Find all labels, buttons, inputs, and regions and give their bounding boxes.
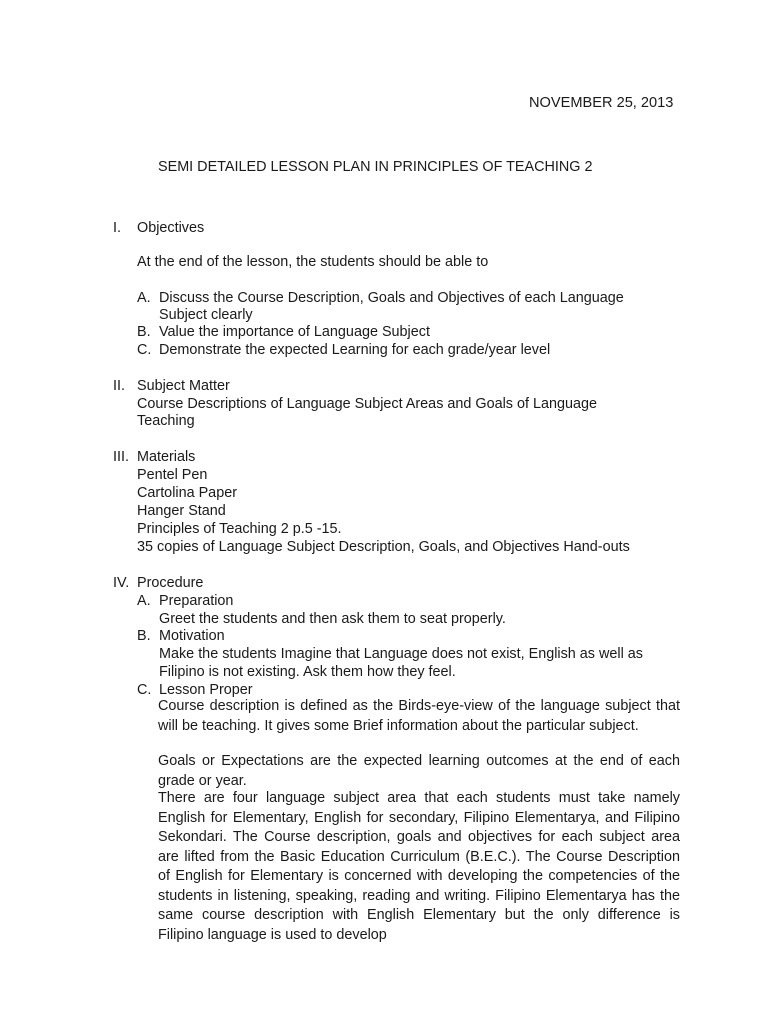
objective-a-line-2: Subject clearly <box>159 307 253 323</box>
document-date: NOVEMBER 25, 2013 <box>529 95 674 111</box>
objective-a-line-1: Discuss the Course Description, Goals and Objectives of each Language <box>159 290 624 306</box>
objectives-intro: At the end of the lesson, the students should be able to <box>137 254 489 270</box>
section-heading-materials: Materials <box>137 449 196 465</box>
preparation-heading: Preparation <box>159 593 234 609</box>
objective-letter-c: C. <box>137 342 152 358</box>
section-number-subject-matter: II. <box>113 378 125 394</box>
motivation-line-2: Filipino is not existing. Ask them how they feel. <box>159 664 456 680</box>
motivation-line-1: Make the students Imagine that Language does not exist, English as well as <box>159 646 643 662</box>
section-number-materials: III. <box>113 449 129 465</box>
section-heading-subject-matter: Subject Matter <box>137 378 230 394</box>
section-heading-procedure: Procedure <box>137 575 204 591</box>
objective-b-line-1: Value the importance of Language Subject <box>159 324 430 340</box>
section-number-procedure: IV. <box>113 575 130 591</box>
subject-matter-line-1: Course Descriptions of Language Subject Areas and Goals of Language <box>137 396 598 412</box>
objective-c-line-1: Demonstrate the expected Learning for each grade/year level <box>159 342 551 358</box>
materials-item: Cartolina Paper <box>137 485 237 501</box>
materials-item: Pentel Pen <box>137 467 208 483</box>
lesson-proper-paragraph-3: There are four language subject area that each students must take namely English for Elementary, English for secondary, Filipino Elementarya, and Filipino Sekondari. The Course description, goals and objectives for each subject area are lifted from the Basic Education Curriculum (B.E.C.). The Course Description of English for Elementary is concerned with developing the competencies of the students in listening, speaking, reading and writing. Filipino Elementarya has the same course description with English Elementary but the only difference is Filipino language is used to develop <box>158 790 680 943</box>
subject-matter-line-2: Teaching <box>137 413 195 429</box>
procedure-letter-b: B. <box>137 628 151 644</box>
materials-item: 35 copies of Language Subject Description, Goals, and Objectives Hand-outs <box>137 539 630 555</box>
motivation-heading: Motivation <box>159 628 225 644</box>
procedure-letter-c: C. <box>137 682 152 698</box>
section-number-objectives: I. <box>113 220 121 236</box>
materials-item: Principles of Teaching 2 p.5 -15. <box>137 521 342 537</box>
preparation-text: Greet the students and then ask them to seat properly. <box>159 611 506 627</box>
lesson-proper-heading: Lesson Proper <box>159 682 253 698</box>
section-heading-objectives: Objectives <box>137 220 205 236</box>
objective-letter-b: B. <box>137 324 151 340</box>
objective-letter-a: A. <box>137 290 151 306</box>
document-title: SEMI DETAILED LESSON PLAN IN PRINCIPLES OF TEACHING 2 <box>158 159 593 175</box>
lesson-proper-paragraph-2: Goals or Expectations are the expected learning outcomes at the end of each grade or year. <box>158 753 680 789</box>
lesson-proper-paragraph-1: Course description is defined as the Birds-eye-view of the language subject that will be teaching. It gives some Brief information about the particular subject. <box>158 698 680 734</box>
materials-item: Hanger Stand <box>137 503 226 519</box>
procedure-letter-a: A. <box>137 593 151 609</box>
